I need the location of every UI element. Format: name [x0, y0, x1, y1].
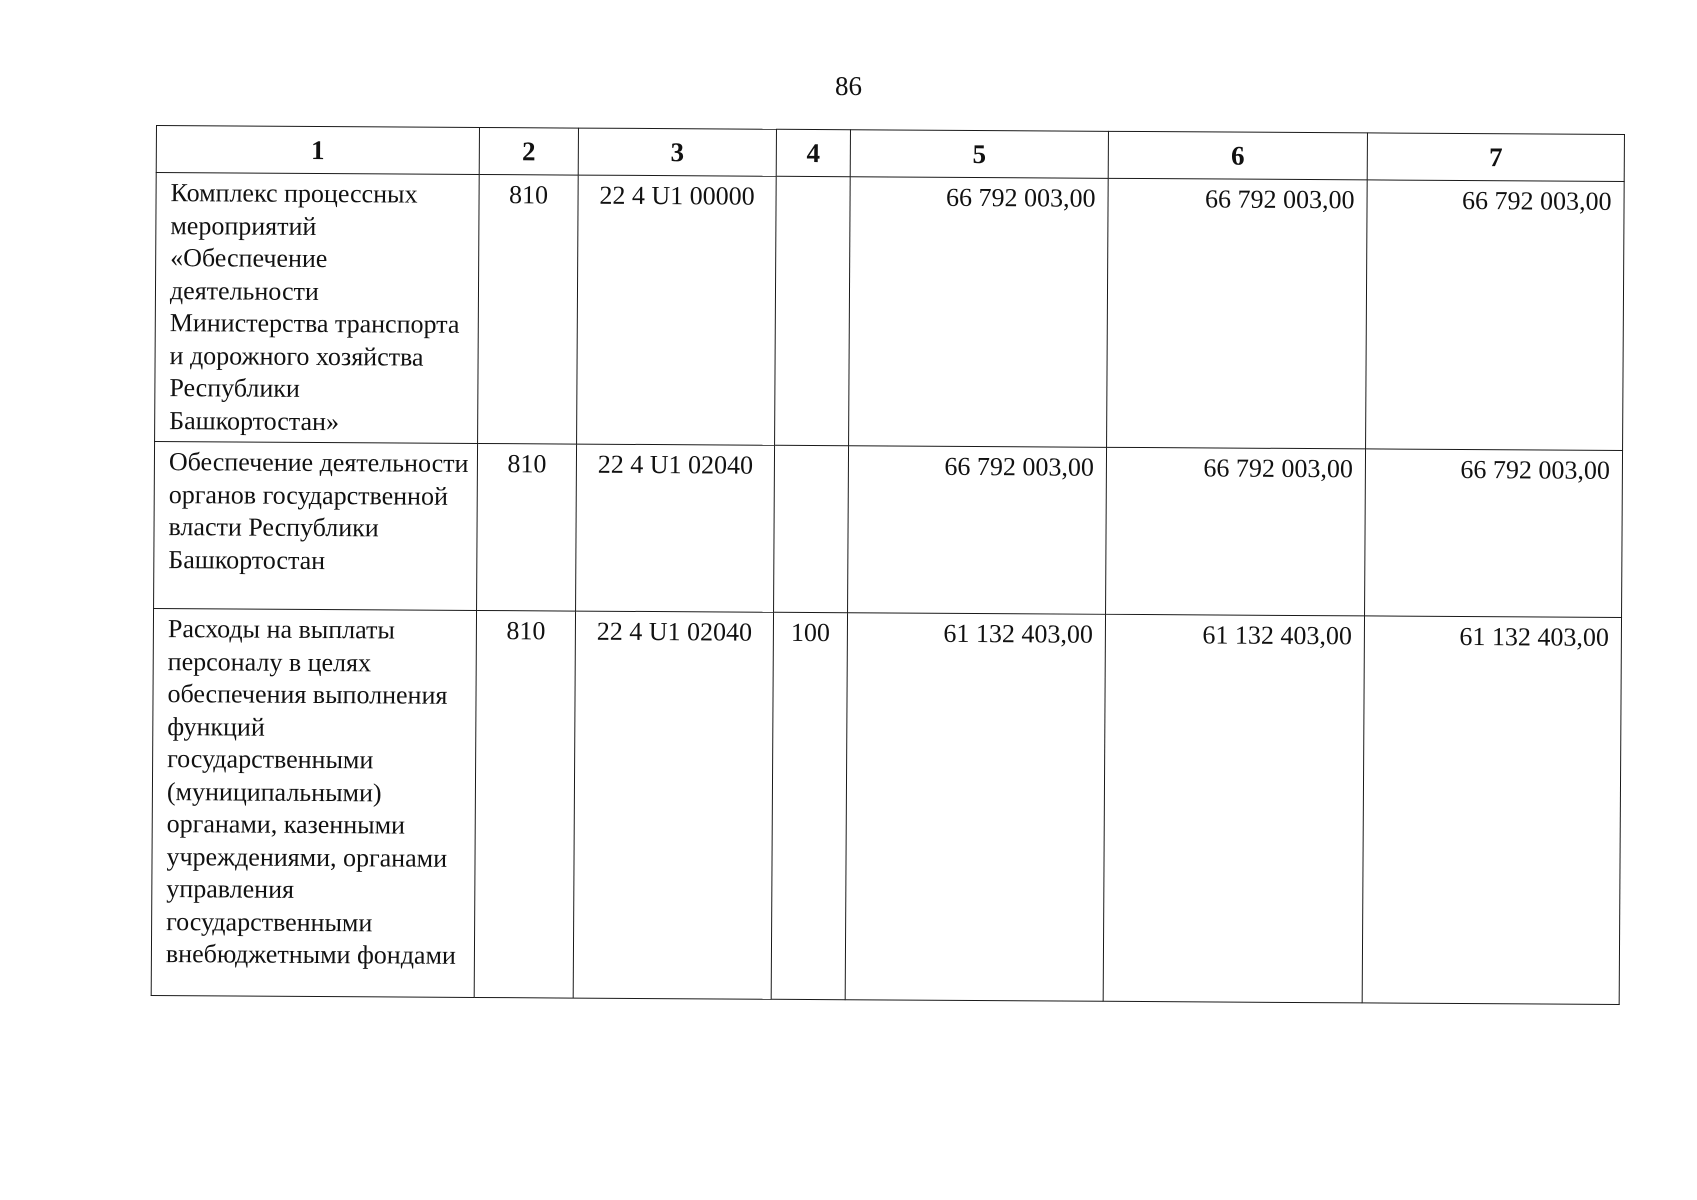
row-col5-cell: 66 792 003,00 — [848, 446, 1107, 615]
row-col5-cell: 61 132 403,00 — [845, 613, 1105, 1002]
row-col6-cell: 66 792 003,00 — [1107, 178, 1368, 449]
row-col3-cell: 22 4 U1 02040 — [576, 444, 775, 612]
row-name-cell: Обеспечение деятельности органов государственной власти Республики Башкортостан — [154, 441, 478, 610]
column-header-2: 2 — [479, 127, 578, 175]
row-col2-cell: 810 — [477, 443, 577, 611]
row-col3-cell: 22 4 U1 00000 — [577, 175, 777, 445]
column-header-7: 7 — [1367, 133, 1624, 182]
row-col6-cell: 66 792 003,00 — [1106, 447, 1366, 616]
column-header-3: 3 — [578, 128, 776, 176]
row-col3-cell: 22 4 U1 02040 — [573, 611, 773, 999]
page-number: 86 — [835, 71, 862, 101]
budget-table — [151, 125, 1625, 1005]
row-col7-cell: 61 132 403,00 — [1362, 616, 1621, 1005]
column-header-5: 5 — [850, 130, 1108, 179]
row-col4-cell — [775, 176, 851, 445]
row-col7-cell: 66 792 003,00 — [1366, 180, 1625, 451]
table-row — [151, 608, 1621, 1004]
row-col2-cell: 810 — [478, 174, 579, 444]
row-name-cell: Комплекс процессных мероприятий «Обеспечение деятельности Министерства транспорта и дорожного хозяйства Республики Башкортостан» — [155, 173, 480, 444]
row-col4-cell: 100 — [771, 612, 847, 999]
row-col5-cell: 66 792 003,00 — [849, 177, 1109, 448]
column-header-4: 4 — [776, 129, 850, 176]
column-header-1: 1 — [156, 126, 479, 175]
row-col7-cell: 66 792 003,00 — [1365, 449, 1623, 618]
table-row — [154, 441, 1623, 617]
row-col6-cell: 61 132 403,00 — [1103, 614, 1364, 1003]
row-col2-cell: 810 — [474, 610, 575, 998]
row-name-cell: Расходы на выплаты персоналу в целях обеспечения выполнения функций государственными (муниципальными) органами, казенными учреждениями, органами управления государственными внебюджетными фондами — [151, 608, 476, 997]
column-header-6: 6 — [1108, 131, 1367, 180]
row-col4-cell — [774, 445, 849, 612]
table-row — [155, 173, 1625, 451]
